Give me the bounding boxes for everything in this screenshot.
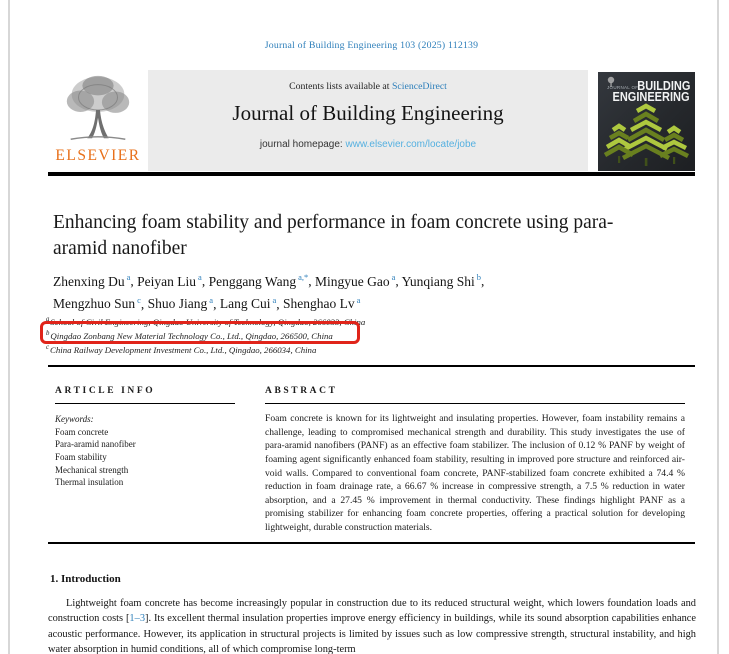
- author-list: Zhenxing Du $^a$, Peiyan Liu $^a$, Penggang Wang $^{a,*}$, Mingyue Gao $^a$, Yunqiang Shi $^b$, Mengzhuo Sun $^c$, Shuo Jiang $^a$, Lang Cui $^a$, Shenghao Lv $^a$: [53, 272, 485, 311]
- affiliation-b: $^b$Qingdao Zonbang New Material Technology Co., Ltd., Qingdao, 266500, China: [46, 330, 333, 342]
- journal-cover-thumbnail[interactable]: [598, 72, 695, 171]
- author[interactable]: Shuo Jiang $^a$: [147, 294, 214, 311]
- section-divider-bottom: [48, 542, 695, 544]
- page-left-border: [8, 0, 10, 654]
- cover-kicker-text: JOURNAL OF: [607, 85, 639, 90]
- author[interactable]: Penggang Wang $^{a,*}$: [208, 272, 309, 289]
- author-affiliation-mark: a: [391, 272, 396, 282]
- introduction-paragraph: [48, 596, 696, 654]
- journal-citation-link[interactable]: Journal of Building Engineering 103 (2025) 112139: [264, 40, 479, 51]
- keywords-label: Keywords:: [55, 414, 94, 425]
- article-title: Enhancing foam stability and performance in foam concrete using para-aramid nanofiber: [53, 212, 614, 259]
- article-info-heading: ARTICLE INFO: [55, 386, 156, 396]
- journal-header: [48, 70, 695, 171]
- elsevier-logo[interactable]: [48, 70, 148, 171]
- abstract-text: Foam concrete is known for its lightweight and insulating properties. However, foam instability remains a challenge, leading to compromised mechanical strength and durability. This study investigates the use of para-aramid nanofibers (PANF) as an effective foam stabilizer. The inclusion of 0.12 % PANF by weight of foaming agent significantly enhanced foam stability, resulting in improved pore structure and reinforced air-void walls. Compared to conventional foam concrete, PANF-stabilized foam concrete exhibited a 74.4 % reduction in foam drainage rate, a 66.67 % increase in compressive strength, a 7.5 % reduction in water absorption, and a 27.45 % improvement in thermal conductivity. These findings highlight PANF as a promising stabilizer for enhancing foam concrete properties, offering a practical solution for developing lightweight, durable construction materials.: [265, 413, 685, 533]
- elsevier-wordmark: ELSEVIER: [55, 147, 141, 164]
- author-affiliation-mark: a: [272, 294, 277, 305]
- intro-text-before-ref: Lightweight foam concrete has become increasingly popular in construction due to its reduced structural weight, which lowers foundation loads and construction costs [: [48, 598, 696, 625]
- citation-ref-link[interactable]: 1–3: [129, 613, 146, 625]
- affiliation-a: $^a$School of Civil Engineering, Qingdao University of Technology, Qingdao, 266033, China: [46, 316, 366, 327]
- section-divider-top: [48, 365, 695, 367]
- author[interactable]: Peiyan Liu $^a$: [137, 272, 202, 289]
- author[interactable]: Lang Cui $^a$: [219, 294, 277, 311]
- abstract-rule: [265, 403, 685, 404]
- contents-prefix: Contents lists available at: [289, 81, 392, 92]
- affiliation-mark: c: [46, 344, 50, 352]
- keyword: Foam stability: [55, 451, 107, 462]
- journal-title: Journal of Building Engineering: [232, 101, 504, 125]
- author-affiliation-mark: a: [198, 272, 202, 282]
- author-affiliation-mark: a: [356, 294, 361, 305]
- abstract-heading: ABSTRACT: [265, 386, 338, 396]
- author-affiliation-mark: a,*: [298, 272, 309, 282]
- homepage-line: [148, 139, 588, 150]
- introduction-heading: 1. Introduction: [50, 573, 121, 585]
- page-right-border: [717, 0, 719, 654]
- author[interactable]: Mingyue Gao $^a$: [315, 272, 396, 289]
- cover-title-line2: ENGINEERING: [612, 90, 690, 104]
- author[interactable]: Zhenxing Du $^a$: [53, 272, 131, 289]
- contents-line: [148, 81, 588, 92]
- author-affiliation-mark: c: [137, 294, 141, 305]
- keyword: Mechanical strength: [55, 464, 129, 475]
- affiliation-mark: a: [46, 316, 50, 323]
- author-affiliation-mark: b: [476, 272, 482, 282]
- journal-masthead: [148, 70, 588, 171]
- elsevier-tree-icon: [59, 71, 137, 149]
- affiliation-mark: b: [46, 330, 50, 338]
- author[interactable]: Mengzhuo Sun $^c$: [53, 294, 141, 311]
- intro-text-after-ref: ]. Its excellent thermal insulation properties improve energy efficiency in buildings, while its sound absorption capabilities enhance acoustic performance. However, its application in structural projects is limited by issues such as low compressive strength, structural instability, and high water absorption in humid conditions, all of which compromise long-term: [48, 613, 696, 654]
- article-info-column: [55, 386, 235, 489]
- keyword: Para-aramid nanofiber: [55, 439, 136, 450]
- author[interactable]: Yunqiang Shi $^b$: [401, 272, 482, 289]
- header-divider-bar: [48, 172, 695, 176]
- cover-title-line1: BUILDING: [636, 79, 690, 93]
- keyword: Foam concrete: [55, 426, 109, 437]
- abstract-column: [265, 386, 685, 535]
- keyword: Thermal insulation: [55, 477, 124, 488]
- sciencedirect-link[interactable]: ScienceDirect: [391, 81, 447, 92]
- author-affiliation-mark: a: [126, 272, 131, 282]
- author[interactable]: Shenghao Lv $^a$: [282, 294, 361, 311]
- homepage-prefix: journal homepage:: [259, 139, 346, 150]
- author-affiliation-mark: a: [209, 294, 214, 305]
- affiliation-c: $^c$China Railway Development Investment Co., Ltd., Qingdao, 266034, China: [46, 344, 317, 356]
- affiliation-list: [46, 314, 606, 357]
- article-info-rule: [55, 403, 235, 404]
- homepage-link[interactable]: www.elsevier.com/locate/jobe: [345, 139, 477, 150]
